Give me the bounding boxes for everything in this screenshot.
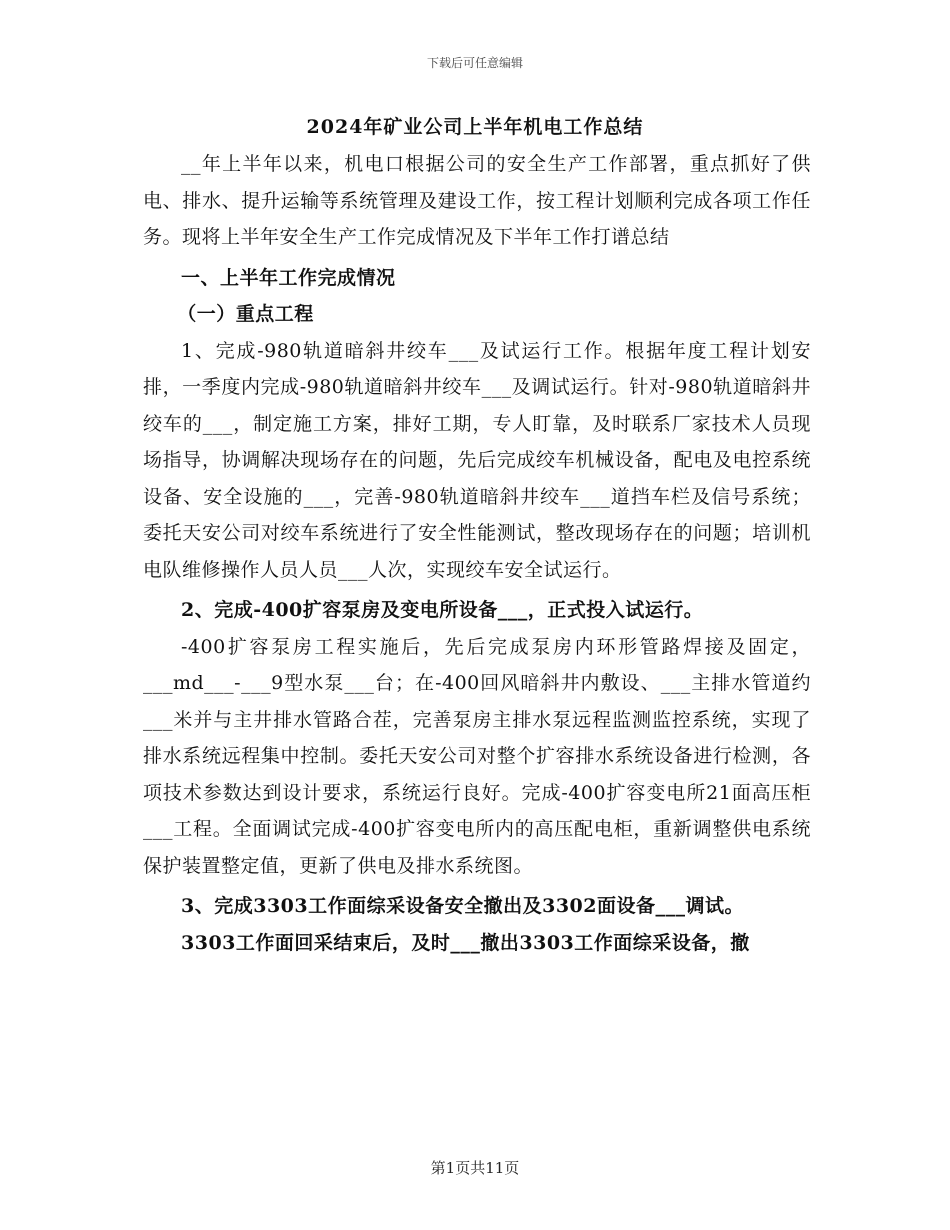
page-number: 第1页共11页 bbox=[430, 1159, 520, 1177]
item-3-heading: 3、完成3303工作面综采设备安全撤出及3302面设备___调试。 bbox=[181, 895, 744, 917]
item-2-paragraph: -400扩容泵房工程实施后，先后完成泵房内环形管路焊接及固定，___md___-___9型水泵___台；在-400回风暗斜井内敷设、___主排水管道约___米并与主井排水管路合茬，完善泵房主排水泵远程监测监控系统，实现了排水系统远程集中控制。委托天安公司对整个扩容排水系统设备进行检测，各项技术参数达到设计要求，系统运行良好。完成-400扩容变电所21面高压柜___工程。全面调试完成-400扩容变电所内的高压配电柜，重新调整供电系统保护装置整定值，更新了供电及排水系统图。 bbox=[143, 635, 811, 877]
item-3-paragraph: 3303工作面回采结束后，及时___撤出3303工作面综采设备，撤 bbox=[181, 931, 750, 954]
section-heading-1: 一、上半年工作完成情况 bbox=[181, 266, 396, 289]
item-2-heading: 2、完成-400扩容泵房及变电所设备___，正式投入试运行。 bbox=[181, 599, 704, 621]
intro-paragraph: __年上半年以来，机电口根据公司的安全生产工作部署，重点抓好了供电、排水、提升运输等系统管理及建设工作，按工程计划顺利完成各项工作任务。现将上半年安全生产工作完成情况及下半年工作打谱总结 bbox=[143, 153, 811, 248]
item-1-paragraph: 1、完成-980轨道暗斜井绞车___及试运行工作。根据年度工程计划安排，一季度内完成-980轨道暗斜井绞车___及调试运行。针对-980轨道暗斜井绞车的___，制定施工方案，排好工期，专人盯靠，及时联系厂家技术人员现场指导，协调解决现场存在的问题，先后完成绞车机械设备，配电及电控系统设备、安全设施的___，完善-980轨道暗斜井绞车___道挡车栏及信号系统；委托天安公司对绞车系统进行了安全性能测试，整改现场存在的问题；培训机电队维修操作人员人员___人次，实现绞车安全试运行。 bbox=[143, 339, 811, 581]
subsection-heading-1: （一）重点工程 bbox=[177, 303, 314, 325]
header-note: 下载后可任意编辑 bbox=[426, 56, 523, 70]
document-body bbox=[143, 146, 811, 961]
document-title: 2024年矿业公司上半年机电工作总结 bbox=[306, 116, 644, 138]
